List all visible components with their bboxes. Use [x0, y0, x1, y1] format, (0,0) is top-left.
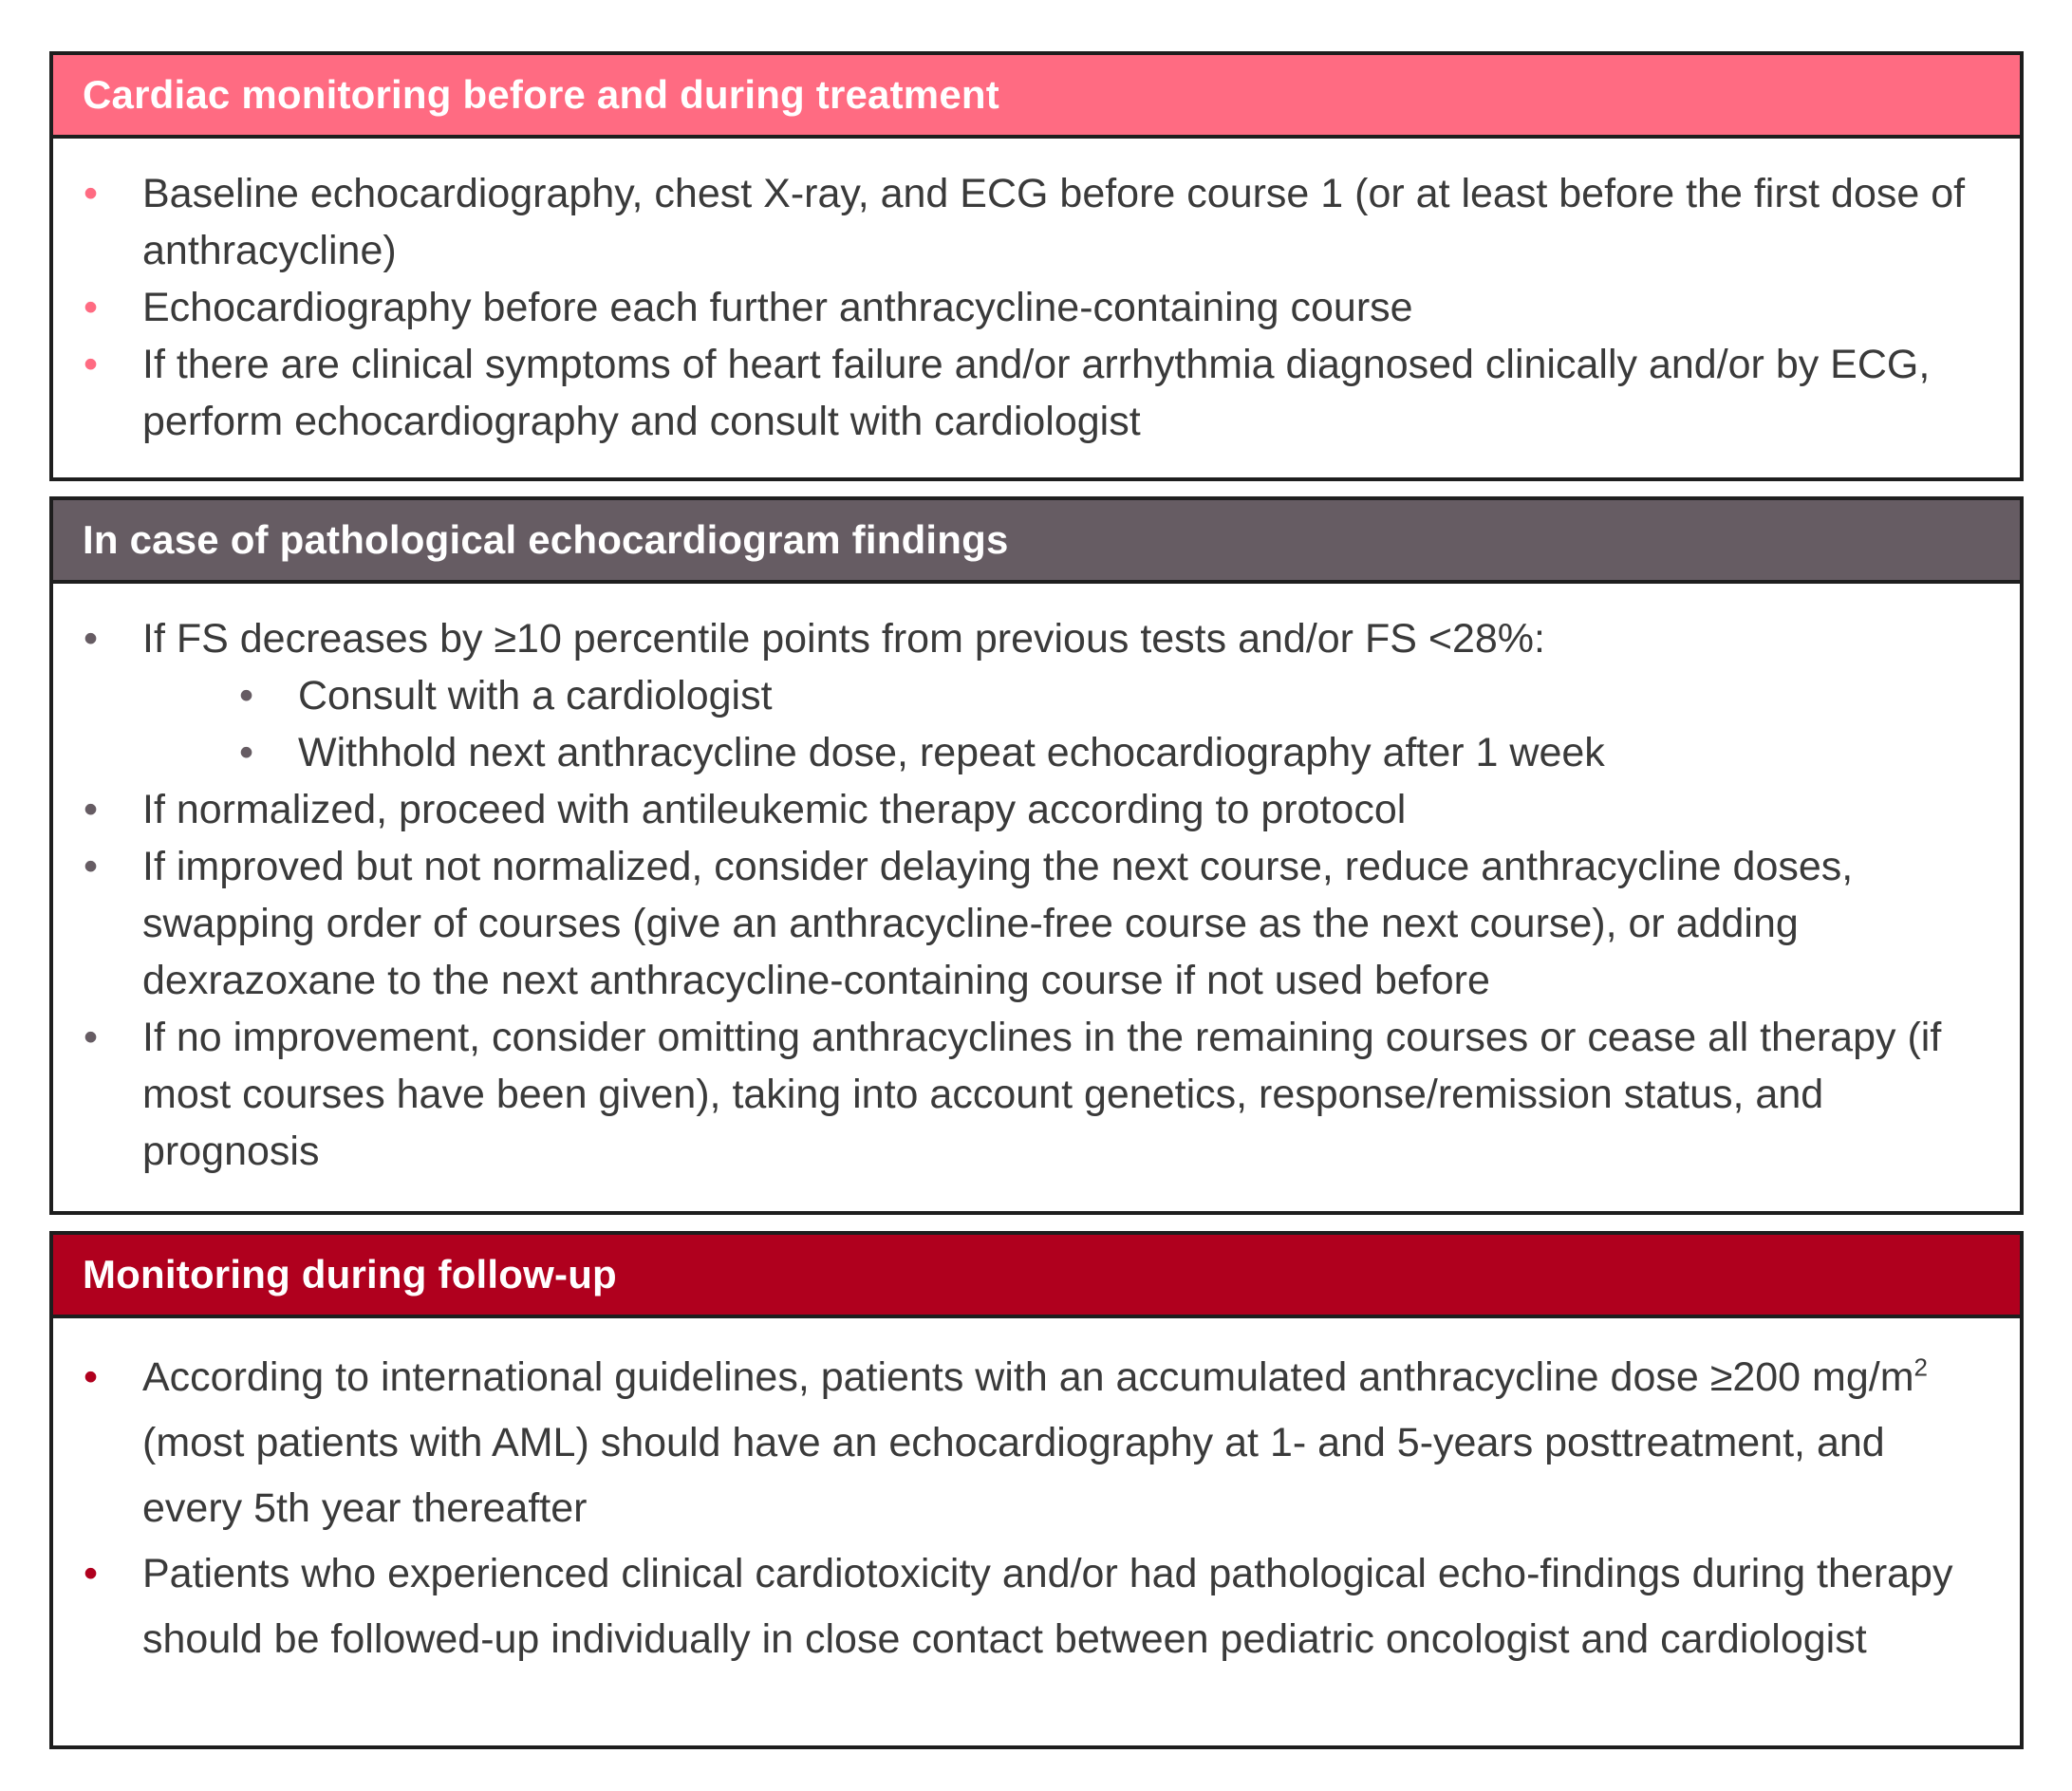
- bullet-icon: •: [84, 342, 99, 387]
- section-body: [53, 584, 2020, 1180]
- section-follow-up-monitoring: [49, 1231, 2024, 1749]
- bullet-icon: •: [84, 171, 99, 216]
- bullet-icon: •: [84, 844, 99, 889]
- sub-list-item: • Consult with a cardiologist: [53, 667, 1982, 724]
- bullet-list: [53, 781, 1982, 1180]
- list-item: • Echocardiography before each further anthracycline-containing course: [53, 279, 1982, 336]
- section-title: Monitoring during follow-up: [83, 1252, 617, 1297]
- list-item: • Baseline echocardiography, chest X-ray, and ECG before course 1 (or at least before the first dose of anthracycline): [53, 165, 1982, 279]
- section-cardiac-monitoring: [49, 51, 2024, 481]
- list-item: • If normalized, proceed with antileukemic therapy according to protocol: [53, 781, 1982, 838]
- bullet-icon: •: [239, 730, 254, 775]
- section-body: [53, 1318, 2020, 1672]
- bullet-icon: •: [84, 1015, 99, 1060]
- list-item: • According to international guidelines, patients with an accumulated anthracycline dose ≥200 $mg/m^2$ (most patients with AML) should have an echocardiography at 1- and 5-years posttreatment, and every 5th year thereafter: [53, 1345, 1982, 1541]
- list-item: • If improved but not normalized, consider delaying the next course, reduce anthracycline doses, swapping order of courses (give an anthracycline-free course as the next course), or adding dexrazoxane to the next anthracycline-containing course if not used before: [53, 838, 1982, 1009]
- sub-list-item: • Withhold next anthracycline dose, repeat echocardiography after 1 week: [53, 724, 1982, 781]
- section-header: [53, 500, 2020, 584]
- section-pathological-findings: [49, 496, 2024, 1215]
- section-title: Cardiac monitoring before and during treatment: [83, 72, 999, 117]
- bullet-icon: •: [84, 1551, 99, 1596]
- bullet-list: [53, 165, 1982, 450]
- bullet-icon: •: [84, 285, 99, 330]
- list-item: • If there are clinical symptoms of heart failure and/or arrhythmia diagnosed clinically and/or by ECG, perform echocardiography and consult with cardiologist: [53, 336, 1982, 450]
- list-item: • If no improvement, consider omitting anthracyclines in the remaining courses or cease all therapy (if most courses have been given), taking into account genetics, response/remission status, and prognosis: [53, 1009, 1982, 1180]
- section-header: [53, 55, 2020, 139]
- bullet-list: [53, 610, 1982, 667]
- list-item: • Patients who experienced clinical cardiotoxicity and/or had pathological echo-findings during therapy should be followed-up individually in close contact between pediatric oncologist and cardiologist: [53, 1541, 1982, 1672]
- bullet-icon: •: [84, 1354, 99, 1400]
- sub-bullet-list: [53, 667, 1982, 781]
- section-title: In case of pathological echocardiogram findings: [83, 517, 1009, 562]
- bullet-icon: •: [84, 787, 99, 832]
- bullet-icon: •: [239, 673, 254, 718]
- bullet-list: [53, 1345, 1982, 1672]
- section-header: [53, 1235, 2020, 1318]
- bullet-icon: •: [84, 616, 99, 662]
- section-body: [53, 139, 2020, 450]
- list-item: • If FS decreases by ≥10 percentile points from previous tests and/or FS <28%:: [53, 610, 1982, 667]
